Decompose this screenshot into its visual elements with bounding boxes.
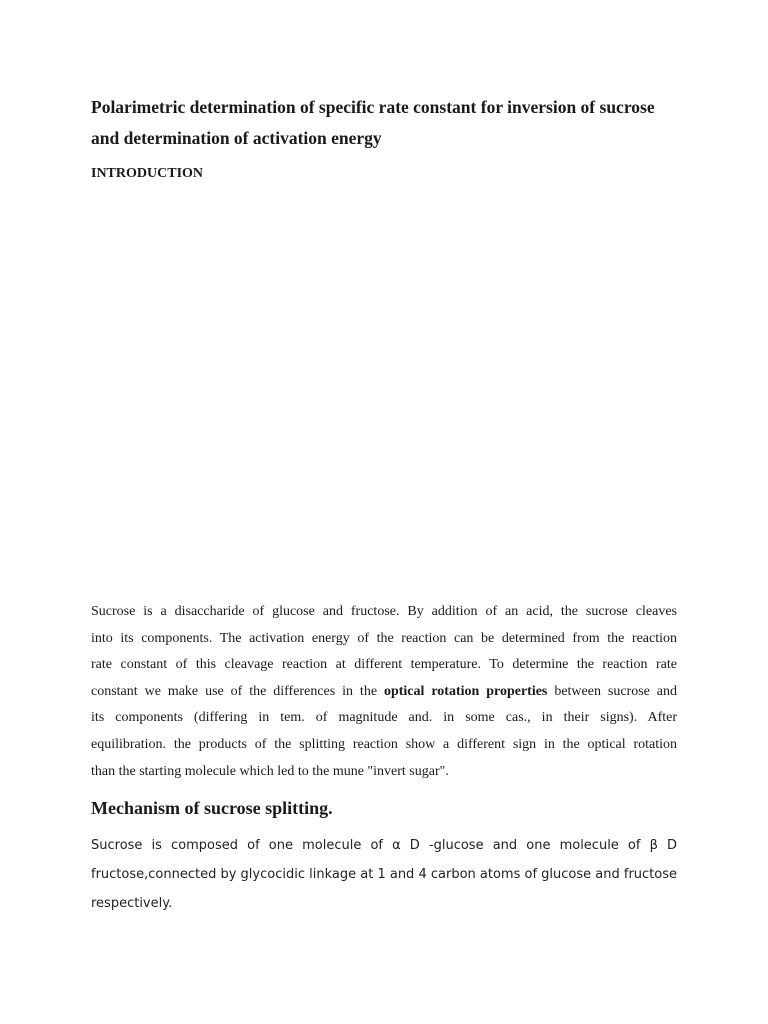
intro-line-2: into its components. The activation energy of the reaction can be determined from the reaction [91, 630, 677, 646]
introduction-heading: INTRODUCTION [91, 166, 204, 181]
mechanism-heading: Mechanism of sucrose splitting. [91, 798, 333, 818]
mechanism-paragraph [91, 831, 677, 918]
document-title [91, 92, 691, 154]
intro-line-4-after: between sucrose and [547, 683, 678, 699]
title-line-2: and determination of activation energy [91, 128, 382, 148]
intro-line-6: equilibration. the products of the splitting reaction show a different sign in the optical rotation [91, 736, 677, 752]
intro-line-1: Sucrose is a disaccharide of glucose and fructose. By addition of an acid, the sucrose cleaves [91, 604, 677, 619]
intro-line-7: than the starting molecule which led to the mune "invert sugar". [91, 763, 449, 779]
mechanism-line-1: Sucrose is composed of one molecule of α D -glucose and one molecule of β D [91, 838, 677, 853]
optical-rotation-emphasis: optical rotation properties [383, 683, 548, 699]
intro-line-4-before: constant we make use of the differences in the [91, 683, 384, 699]
title-line-1: Polarimetric determination of specific rate constant for inversion of sucrose [91, 97, 655, 117]
intro-line-4 [91, 679, 677, 706]
mechanism-line-2: fructose,connected by glycocidic linkage at 1 and 4 carbon atoms of glucose and fructose [91, 867, 677, 882]
intro-line-3: rate constant of this cleavage reaction at different temperature. To determine the reaction rate [91, 657, 677, 673]
mechanism-line-3: respectively. [91, 896, 173, 911]
introduction-paragraph [91, 599, 677, 785]
intro-line-5: its components (differing in tem. of magnitude and. in some cas., in their signs). After [91, 710, 677, 726]
